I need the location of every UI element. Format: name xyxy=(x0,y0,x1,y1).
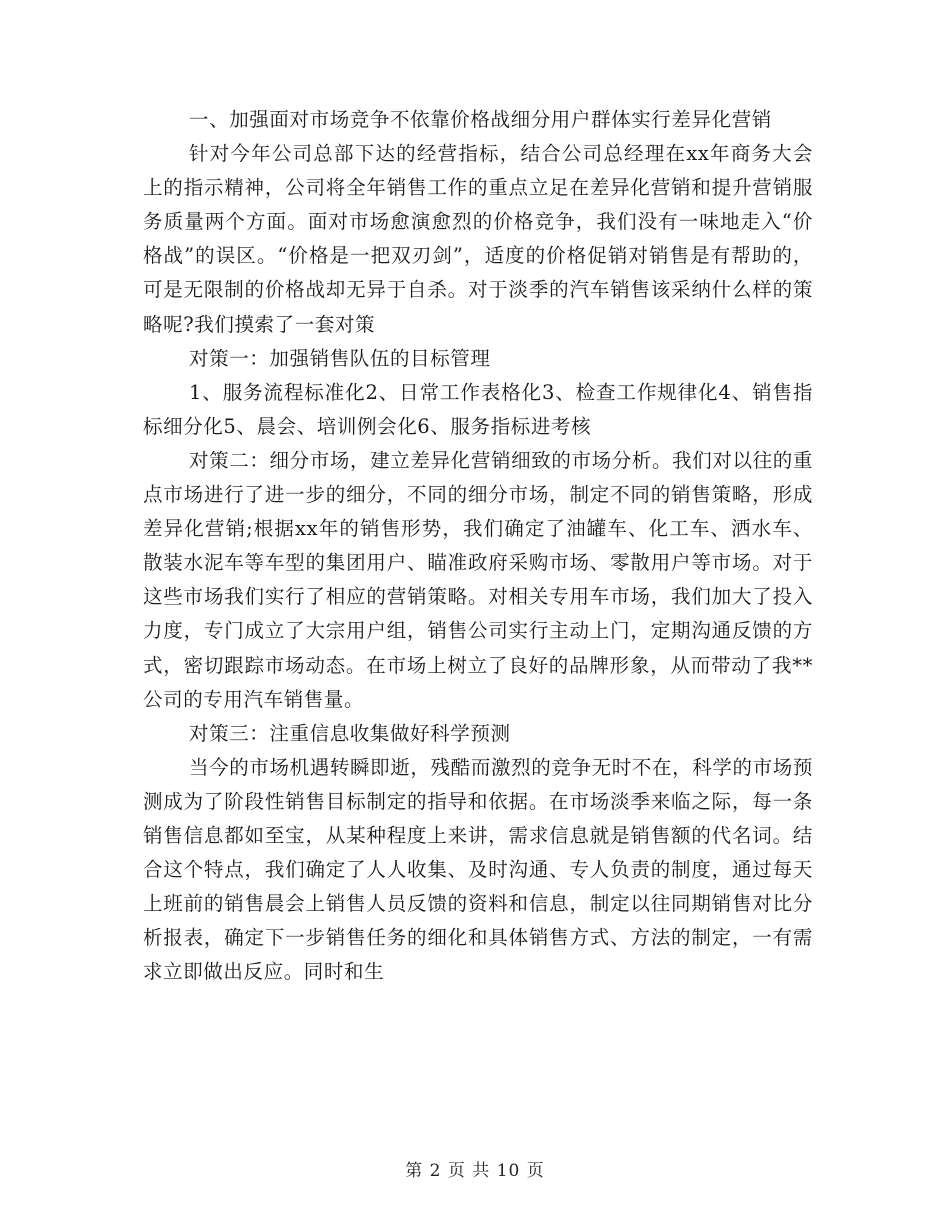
intro-paragraph: 针对今年公司总部下达的经营指标，结合公司总经理在xx年商务大会上的指示精神，公司将全年销售工作的重点立足在差异化营销和提升营销服务质量两个方面。面对市场愈演愈烈的价格竞争，我们没有一味地走入“价格战”的误区。“价格是一把双刃剑”，适度的价格促销对销售是有帮助的，可是无限制的价格战却无异于自杀。对于淡季的汽车销售该采纳什么样的策略呢?我们摸索了一套对策 xyxy=(143,142,813,336)
page-number-footer: 第 2 页 共 10 页 xyxy=(405,1161,545,1181)
strategy-two-paragraph: 对策二：细分市场，建立差异化营销细致的市场分析。我们对以往的重点市场进行了进一步的细分，不同的细分市场，制定不同的销售策略，形成差异化营销;根据xx年的销售形势，我们确定了油罐车、化工车、洒水车、散装水泥车等车型的集团用户、瞄准政府采购市场、零散用户等市场。对于这些市场我们实行了相应的营销策略。对相关专用车市场，我们加大了投入力度，专门成立了大宗用户组，销售公司实行主动上门，定期沟通反馈的方式，密切跟踪市场动态。在市场上树立了良好的品牌形象，从而带动了我**公司的专用汽车销售量。 xyxy=(143,448,813,711)
strategy-one-list: 1、服务流程标准化2、日常工作表格化3、检查工作规律化4、销售指标细分化5、晨会、培训例会化6、服务指标进考核 xyxy=(143,380,813,438)
section-heading: 一、加强面对市场竞争不依靠价格战细分用户群体实行差异化营销 xyxy=(189,108,772,131)
strategy-three-heading: 对策三：注重信息收集做好科学预测 xyxy=(189,721,511,745)
strategy-one-heading: 对策一：加强销售队伍的目标管理 xyxy=(189,346,491,370)
strategy-three-paragraph: 当今的市场机遇转瞬即逝，残酷而激烈的竞争无时不在，科学的市场预测成为了阶段性销售目标制定的指导和依据。在市场淡季来临之际，每一条销售信息都如至宝，从某种程度上来讲，需求信息就是销售额的代名词。结合这个特点，我们确定了人人收集、及时沟通、专人负责的制度，通过每天上班前的销售晨会上销售人员反馈的资料和信息，制定以往同期销售对比分析报表，确定下一步销售任务的细化和具体销售方式、方法的制定，一有需求立即做出反应。同时和生 xyxy=(143,755,813,984)
document-body xyxy=(143,103,813,989)
